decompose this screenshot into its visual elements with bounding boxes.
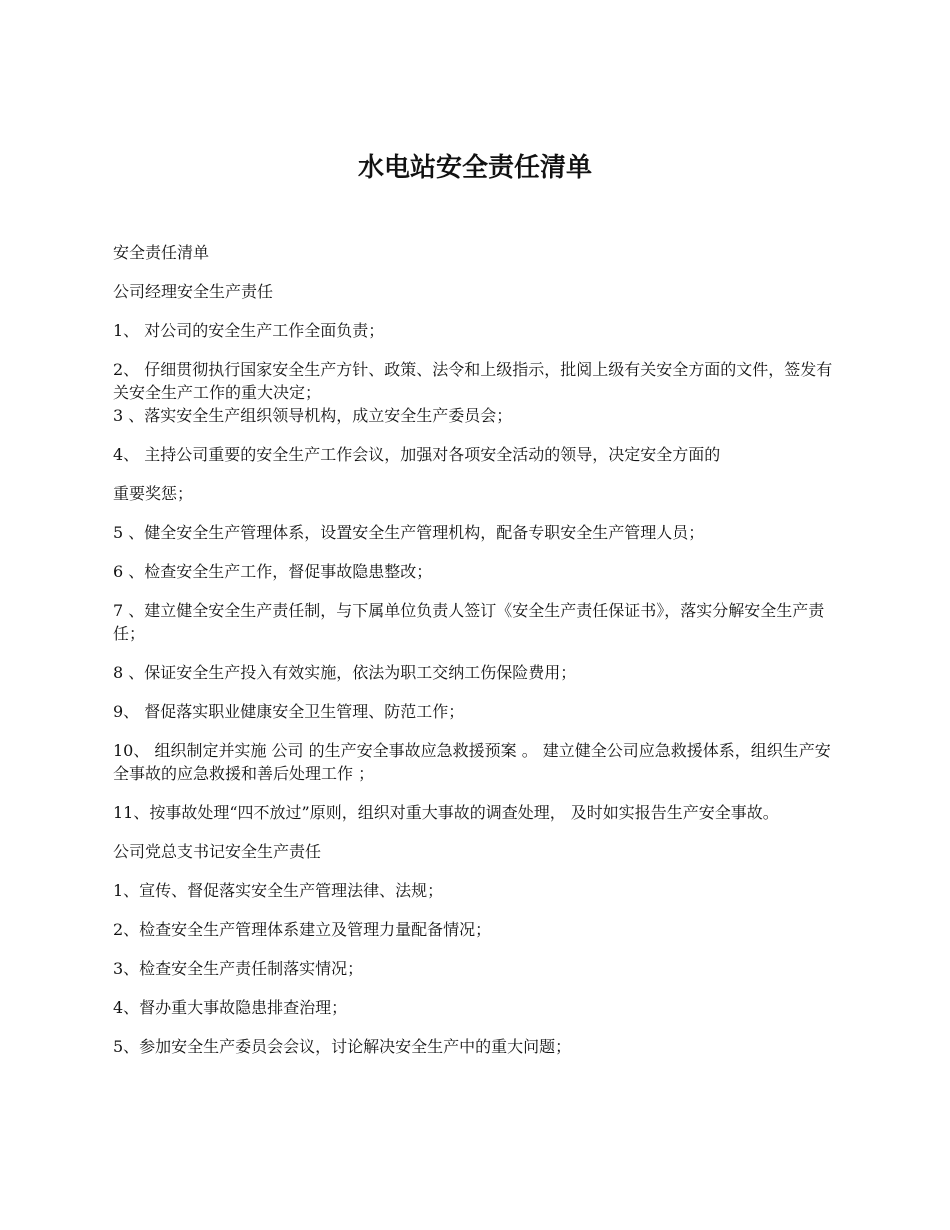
list-item: 2、检查安全生产管理体系建立及管理力量配备情况； xyxy=(113,920,492,939)
document-title: 水电站安全责任清单 xyxy=(357,153,592,183)
list-item: 6 、检查安全生产工作，督促事故隐患整改； xyxy=(113,562,433,581)
section-heading: 公司经理安全生产责任 xyxy=(113,282,274,301)
list-item: 2、 仔细贯彻执行国家安全生产方针、政策、法令和上级指示，批阅上级有关安全方面的文件，签发有关安全生产工作的重大决定； xyxy=(113,360,833,402)
list-item: 5、参加安全生产委员会会议，讨论解决安全生产中的重大问题； xyxy=(113,1037,572,1056)
list-item: 4、 主持公司重要的安全生产工作会议，加强对各项安全活动的领导，决定安全方面的 xyxy=(113,445,721,464)
list-item: 9、 督促落实职业健康安全卫生管理、防范工作； xyxy=(113,702,465,721)
list-item: 8 、保证安全生产投入有效实施，依法为职工交纳工伤保险费用； xyxy=(113,663,577,682)
list-item: 5 、健全安全生产管理体系，设置安全生产管理机构，配备专职安全生产管理人员； xyxy=(113,523,705,542)
list-item: 11、按事故处理“四不放过”原则，组织对重大事故的调查处理， 及时如实报告生产安全事故。 xyxy=(113,803,779,822)
list-item: 4、督办重大事故隐患排查治理； xyxy=(113,998,348,1017)
list-item-continuation: 重要奖惩； xyxy=(113,484,194,503)
list-item: 3 、落实安全生产组织领导机构，成立安全生产委员会； xyxy=(113,406,513,425)
document-body xyxy=(113,241,843,1058)
list-item: 10、 组织制定并实施 公司 的生产安全事故应急救援预案 。 建立健全公司应急救援体系，组织生产安全事故的应急救援和善后处理工作 ； xyxy=(113,741,831,783)
list-item: 1、宣传、督促落实安全生产管理法律、法规； xyxy=(113,881,444,900)
section-heading: 安全责任清单 xyxy=(113,243,210,262)
list-item: 1、 对公司的安全生产工作全面负责； xyxy=(113,321,385,340)
list-item: 7 、建立健全安全生产责任制，与下属单位负责人签订《安全生产责任保证书》，落实分解安全生产责任； xyxy=(113,601,825,643)
list-item: 3、检查安全生产责任制落实情况； xyxy=(113,959,364,978)
section-heading: 公司党总支书记安全生产责任 xyxy=(113,842,322,861)
